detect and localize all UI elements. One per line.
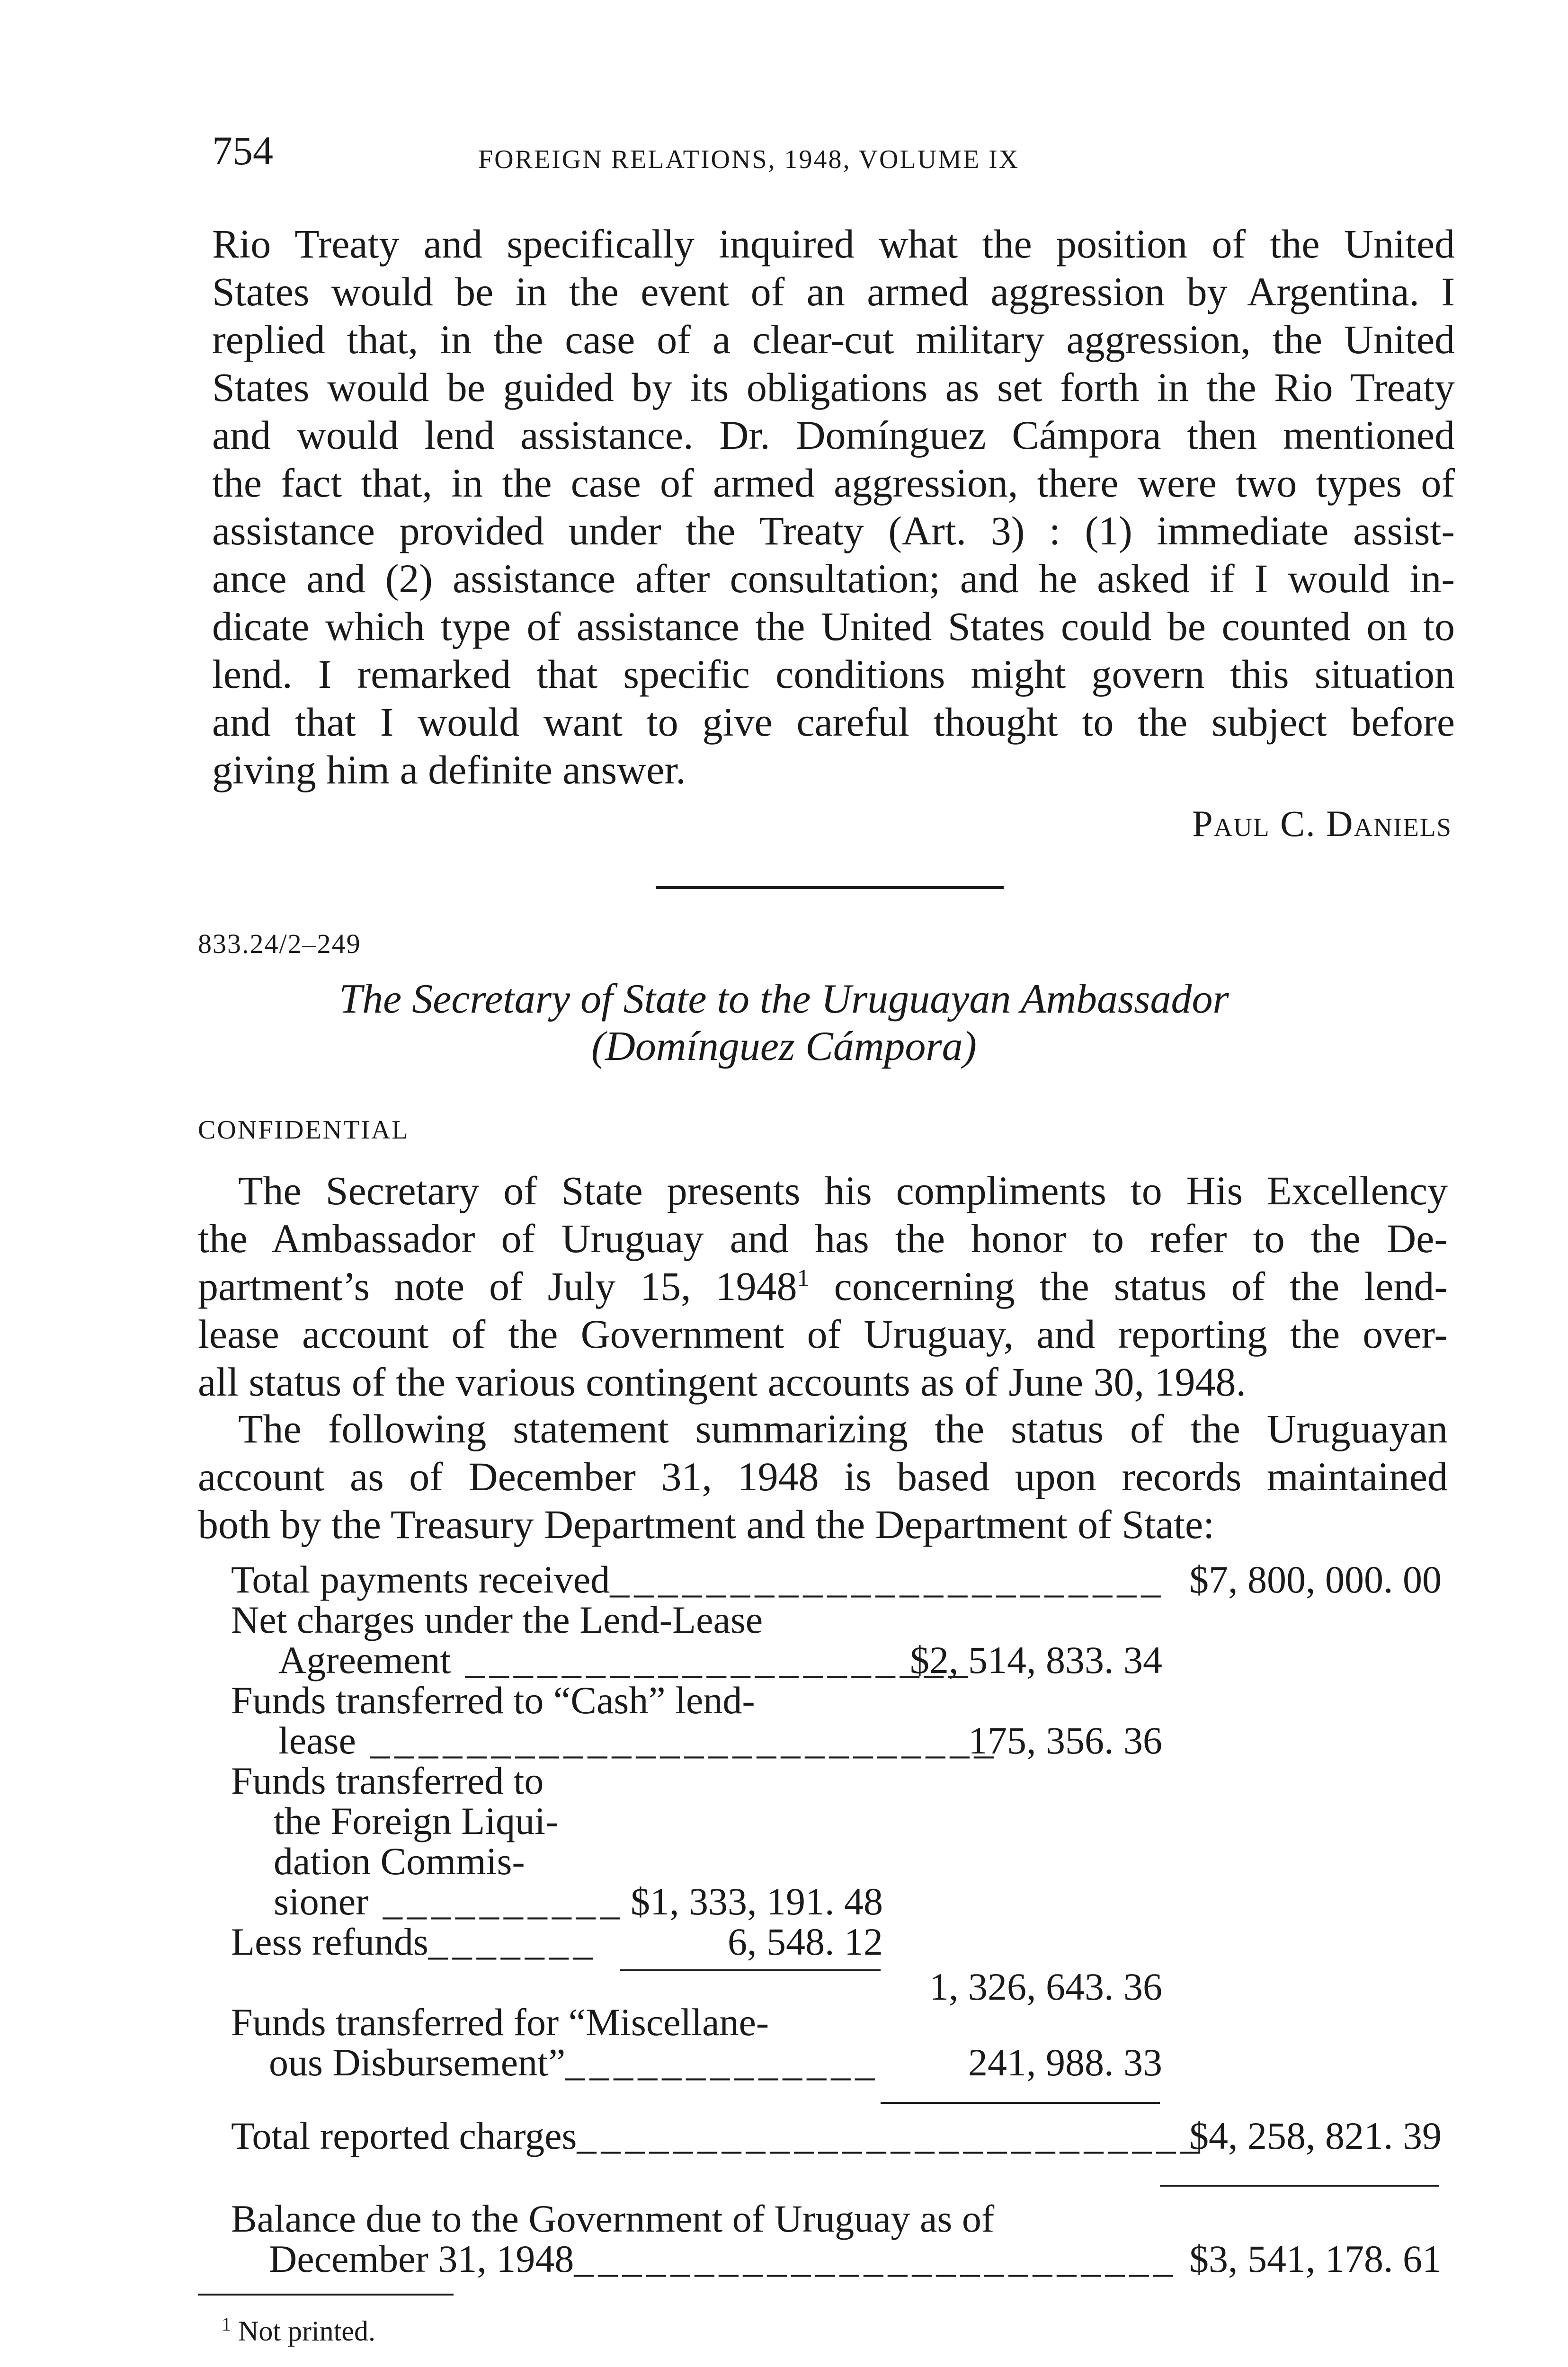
text-line: The Secretary of State presents his compliments to His Excellency (238, 1168, 1448, 1213)
statement-label (269, 2237, 1177, 2281)
statement-label-text: ous Disbursement” (269, 2041, 566, 2084)
statement-amount: $4, 258, 821. 39 (1189, 2114, 1442, 2157)
text-line: lease account of the Government of Uruguay, and reporting the over- (198, 1311, 1448, 1357)
statement-label: Funds transferred to “Cash” lend- (231, 1679, 755, 1722)
statement-amount: 6, 548. 12 (728, 1920, 883, 1963)
statement-label: the Foreign Liqui- (274, 1799, 559, 1842)
note-paragraph-1 (198, 1167, 1448, 1406)
statement-amount: 175, 356. 36 (968, 1719, 1162, 1762)
statement-label: Net charges under the Lend-Lease (231, 1598, 763, 1641)
statement-amount: $3, 541, 178. 61 (1189, 2237, 1442, 2280)
statement-label: Balance due to the Government of Uruguay as of (231, 2197, 995, 2240)
text-line: States would be in the event of an armed aggression by Argentina. I (212, 269, 1455, 314)
subtotal-rule (881, 2102, 1160, 2104)
text-line: replied that, in the case of a clear-cut military aggression, the United (212, 317, 1455, 362)
statement-label-text: Less refunds (231, 1920, 428, 1963)
total-rule (1160, 2185, 1439, 2187)
classification-label: CONFIDENTIAL (198, 1115, 410, 1145)
document-title: The Secretary of State to the Uruguayan Ambassador (339, 976, 1229, 1022)
page-number: 754 (212, 128, 273, 173)
statement-label (278, 1638, 972, 1682)
text-line: States would be guided by its obligations as set forth in the Rio Treaty (212, 365, 1455, 410)
statement-label (231, 2114, 1204, 2158)
footnote-rule (198, 2294, 454, 2296)
dot-leader: __________ (368, 1880, 624, 1923)
text-line: giving him a definite answer. (212, 747, 686, 792)
text-line: the fact that, in the case of armed aggression, there were two types of (212, 460, 1455, 506)
statement-label-text: Agreement (278, 1638, 451, 1682)
statement-label-text: lease (278, 1719, 356, 1762)
footnote-marker: 1 (222, 2314, 231, 2335)
statement-amount: 1, 326, 643. 36 (929, 1965, 1162, 2008)
dot-leader: _____________ (565, 2041, 880, 2084)
statement-label: dation Commis- (274, 1840, 525, 1883)
text-span: concerning the status of the lend- (809, 1264, 1448, 1309)
statement-label (231, 1920, 597, 1964)
statement-label (274, 1879, 624, 1924)
section-divider (656, 886, 1004, 889)
text-line: and that I would want to give careful thought to the subject before (212, 699, 1455, 745)
preceding-paragraph (212, 220, 1455, 794)
statement-label-text: December 31, 1948 (269, 2237, 574, 2280)
text-line: account as of December 31, 1948 is based upon records maintained (198, 1454, 1448, 1499)
statement-label (231, 1557, 1165, 1602)
text-line: ance and (2) assistance after consultation; and he asked if I would in- (212, 556, 1455, 601)
file-reference: 833.24/2–249 (198, 928, 361, 959)
statement-amount: $7, 800, 000. 00 (1189, 1558, 1442, 1601)
signature: Paul C. Daniels (1192, 803, 1452, 844)
text-line: Rio Treaty and specifically inquired what the position of the United (212, 221, 1455, 267)
dot-leader: _____________________ (451, 1638, 972, 1682)
statement-label (269, 2040, 879, 2085)
note-paragraph-2 (198, 1405, 1448, 1548)
document-title-recipient: (Domínguez Cámpora) (591, 1023, 977, 1069)
dot-leader: _________________________ (574, 2237, 1178, 2280)
text-line: assistance provided under the Treaty (Art. 3) : (1) immediate assist- (212, 508, 1455, 553)
dot-leader: _______________________ (610, 1558, 1166, 1601)
statement-amount: $1, 333, 191. 48 (631, 1880, 883, 1923)
dot-leader: __________________________ (356, 1719, 998, 1762)
footnote-reference: 1 (797, 1264, 810, 1292)
text-line: the Ambassador of Uruguay and has the honor to refer to the De- (198, 1216, 1448, 1261)
subtotal-rule (620, 1969, 881, 1971)
footnote-text: Not printed. (238, 2315, 375, 2347)
footnote (222, 2315, 375, 2348)
statement-label-text: Total payments received (231, 1558, 610, 1601)
statement-label: Funds transferred for “Miscellane- (231, 2001, 769, 2044)
statement-amount: 241, 988. 33 (968, 2041, 1162, 2084)
statement-label: Funds transferred to (231, 1759, 544, 1802)
statement-label-text: Total reported charges (231, 2114, 577, 2157)
text-line: lend. I remarked that specific conditions might govern this situation (212, 651, 1455, 697)
text-line: The following statement summarizing the status of the Uruguayan (238, 1406, 1448, 1451)
text-line (198, 1263, 1448, 1310)
statement-amount: $2, 514, 833. 34 (910, 1638, 1162, 1682)
statement-label-text: sioner (274, 1880, 369, 1923)
text-line: dicate which type of assistance the United States could be counted on to (212, 604, 1455, 649)
dot-leader: _______ (428, 1920, 597, 1963)
text-line: all status of the various contingent accounts as of June 30, 1948. (198, 1359, 1247, 1405)
dot-leader: __________________________ (577, 2114, 1205, 2157)
text-line: both by the Treasury Department and the Department of State: (198, 1502, 1215, 1547)
text-line: and would lend assistance. Dr. Domínguez Cámpora then mentioned (212, 412, 1455, 458)
text-span: partment’s note of July 15, 1948 (198, 1264, 797, 1309)
running-title: FOREIGN RELATIONS, 1948, VOLUME IX (478, 145, 1020, 174)
